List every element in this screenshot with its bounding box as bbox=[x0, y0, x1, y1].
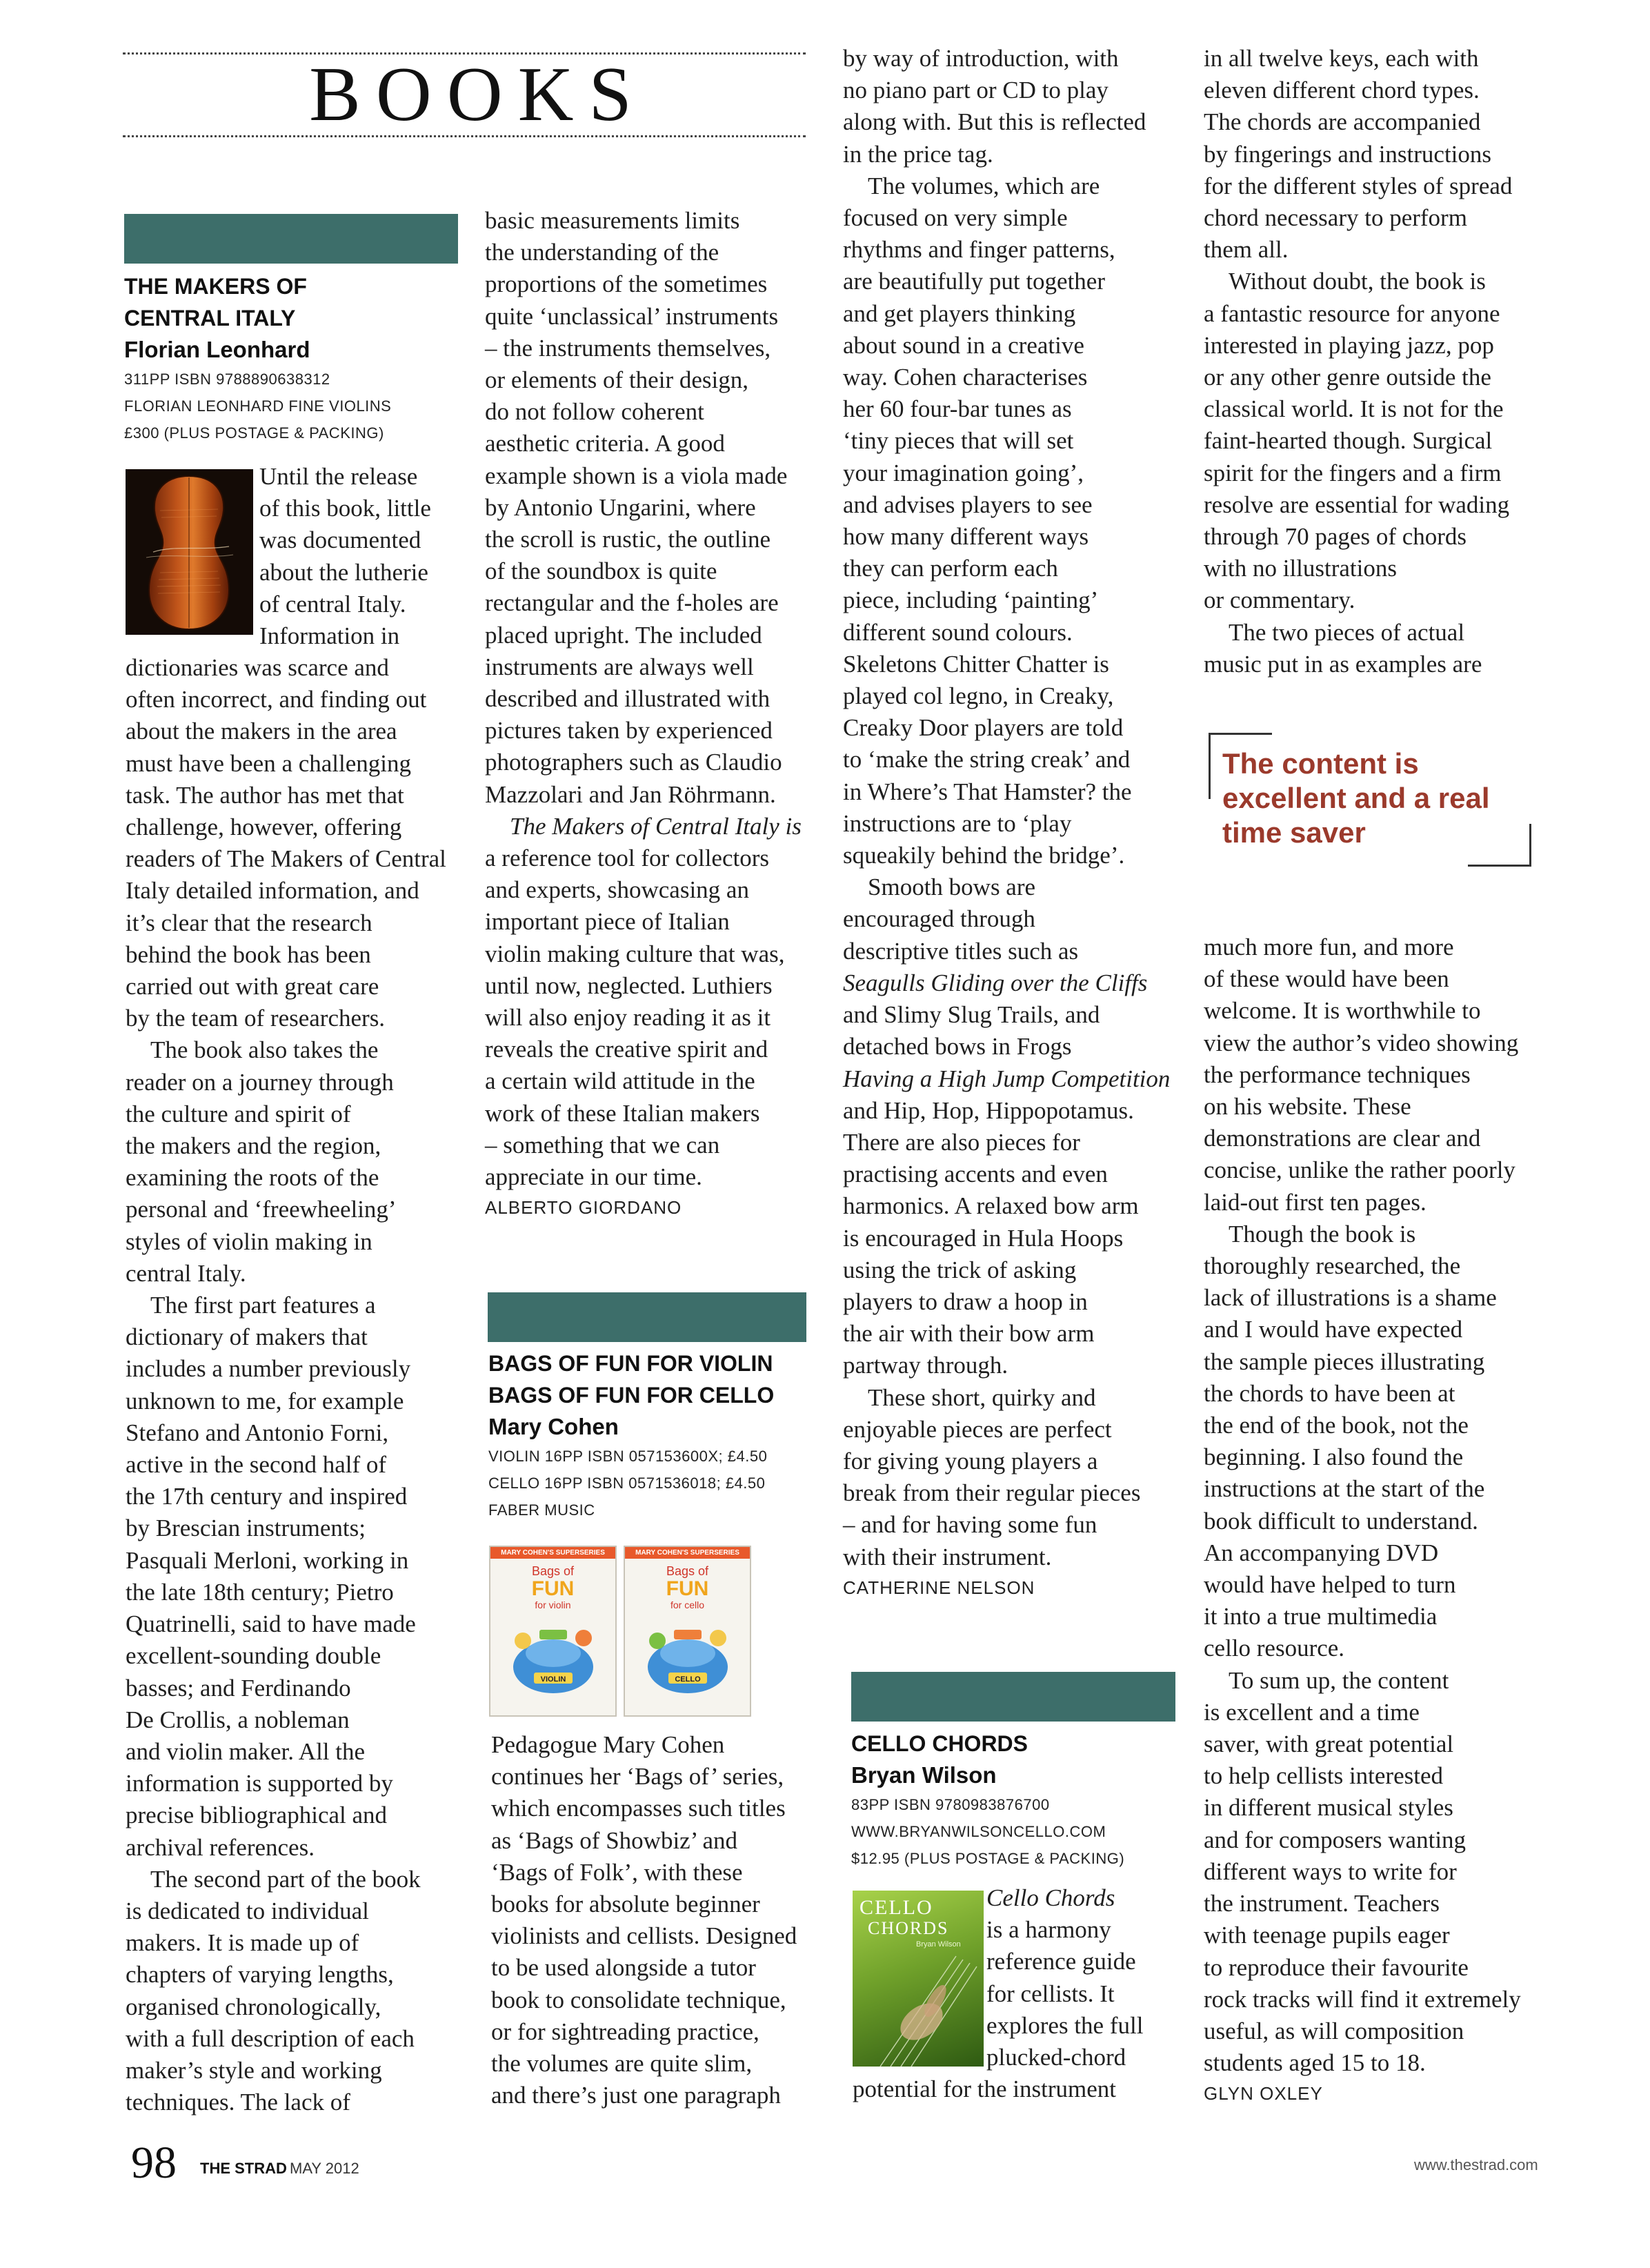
text-line: Quatrinelli, said to have made bbox=[126, 1610, 416, 1638]
column-3-body bbox=[843, 43, 1188, 1599]
text-line: which encompasses such titles bbox=[491, 1795, 786, 1822]
text-line: and get players thinking bbox=[843, 299, 1076, 327]
text-line: is excellent and a time bbox=[1204, 1698, 1420, 1726]
text-line: with their instrument. bbox=[843, 1543, 1052, 1570]
text-line: readers of The Makers of Central bbox=[126, 845, 446, 873]
text-line: reveals the creative spirit and bbox=[485, 1036, 768, 1063]
text-line: – and for having some fun bbox=[843, 1511, 1097, 1539]
book-meta: $12.95 (PLUS POSTAGE & PACKING) bbox=[851, 1850, 1125, 1867]
text-line: the culture and spirit of bbox=[126, 1100, 351, 1127]
text-line: Information in bbox=[259, 622, 400, 650]
text-line: – the instruments themselves, bbox=[485, 334, 771, 362]
text-line: and violin maker. All the bbox=[126, 1737, 366, 1765]
cover-title: CELLO bbox=[859, 1896, 933, 1919]
text-line: about the lutherie bbox=[259, 558, 428, 586]
book-title: BAGS OF FUN FOR VIOLIN bbox=[488, 1351, 773, 1376]
text-line: excellent-sounding double bbox=[126, 1642, 381, 1670]
text-line: by way of introduction, with bbox=[843, 45, 1119, 72]
text-line: laid-out first ten pages. bbox=[1204, 1188, 1427, 1216]
text-line: techniques. The lack of bbox=[126, 2089, 350, 2116]
text-line: task. The author has met that bbox=[126, 781, 404, 809]
text-line: instruments are always well bbox=[485, 653, 754, 680]
text-line: students aged 15 to 18. bbox=[1204, 2049, 1426, 2077]
text-line: often incorrect, and finding out bbox=[126, 686, 427, 713]
text-line: ‘tiny pieces that will set bbox=[843, 427, 1074, 455]
text-line: central Italy. bbox=[126, 1259, 246, 1287]
cover-fun: FUN bbox=[531, 1577, 575, 1600]
text-line: quite ‘unclassical’ instruments bbox=[485, 302, 779, 330]
text-line: chapters of varying lengths, bbox=[126, 1961, 394, 1989]
text-line: to be used alongside a tutor bbox=[491, 1954, 756, 1982]
footer-url[interactable]: www.thestrad.com bbox=[1414, 2156, 1538, 2173]
text-line: challenge, however, offering bbox=[126, 813, 402, 841]
text-line: the performance techniques bbox=[1204, 1061, 1471, 1088]
text-line: eleven different chord types. bbox=[1204, 77, 1480, 104]
footer-issue: MAY 2012 bbox=[290, 2160, 359, 2177]
text-line: instructions are to ‘play bbox=[843, 809, 1072, 837]
book-title: CENTRAL ITALY bbox=[124, 306, 296, 331]
book-meta: 311PP ISBN 9788890638312 bbox=[124, 371, 330, 388]
text-line: and I would have expected bbox=[1204, 1316, 1463, 1343]
text-line: unknown to me, for example bbox=[126, 1387, 404, 1414]
text-line: The second part of the book bbox=[150, 1865, 421, 1893]
text-line: important piece of Italian bbox=[485, 908, 730, 936]
text-line: the late 18th century; Pietro bbox=[126, 1578, 394, 1606]
text-line: to ‘make the string creak’ and bbox=[843, 746, 1131, 773]
quote-line: The content is bbox=[1222, 747, 1419, 780]
page-number: 98 bbox=[131, 2138, 177, 2188]
text-line: Stefano and Antonio Forni, bbox=[126, 1419, 389, 1446]
text-line: ‘Bags of Folk’, with these bbox=[491, 1858, 743, 1886]
pull-quote bbox=[1209, 733, 1531, 850]
text-line: active in the second half of bbox=[126, 1451, 387, 1479]
text-line: spirit for the fingers and a firm bbox=[1204, 459, 1502, 486]
text-line: different sound colours. bbox=[843, 618, 1073, 646]
text-line: with teenage pupils eager bbox=[1204, 1922, 1450, 1949]
text-line: Skeletons Chitter Chatter is bbox=[843, 650, 1109, 678]
text-line: the air with their bow arm bbox=[843, 1320, 1095, 1348]
text-line: no piano part or CD to play bbox=[843, 77, 1109, 104]
text-line: they can perform each bbox=[843, 555, 1058, 582]
book-meta: 83PP ISBN 9780983876700 bbox=[851, 1796, 1050, 1813]
text-line: squeakily behind the bridge’. bbox=[843, 842, 1125, 869]
text-line: about the makers in the area bbox=[126, 718, 397, 745]
text-line: practising accents and even bbox=[843, 1161, 1108, 1188]
review-header-bar bbox=[488, 1292, 806, 1342]
text-line: detached bows in Frogs bbox=[843, 1033, 1072, 1061]
text-line: and advises players to see bbox=[843, 491, 1093, 518]
text-line: beginning. I also found the bbox=[1204, 1443, 1464, 1471]
review-header-bar bbox=[851, 1672, 1175, 1722]
text-line: appreciate in our time. bbox=[485, 1163, 702, 1191]
text-line: potential for the instrument bbox=[853, 2075, 1116, 2102]
text-line: The two pieces of actual bbox=[1229, 618, 1465, 646]
text-line: lack of illustrations is a shame bbox=[1204, 1284, 1497, 1312]
text-line: in different musical styles bbox=[1204, 1794, 1453, 1822]
text-line: classical world. It is not for the bbox=[1204, 395, 1504, 423]
text-line: descriptive titles such as bbox=[843, 937, 1079, 965]
book-meta: £300 (PLUS POSTAGE & PACKING) bbox=[124, 424, 384, 442]
text-line: concise, unlike the rather poorly bbox=[1204, 1156, 1515, 1184]
column-2-body-b bbox=[491, 1729, 829, 2111]
text-line: of this book, little bbox=[259, 495, 431, 522]
book-meta: FLORIAN LEONHARD FINE VIOLINS bbox=[124, 397, 392, 415]
book-cover-image bbox=[126, 469, 253, 635]
text-line: enjoyable pieces are perfect bbox=[843, 1415, 1112, 1443]
text-line: – something that we can bbox=[485, 1131, 720, 1158]
text-line: until now, neglected. Luthiers bbox=[485, 972, 773, 999]
text-line: using the trick of asking bbox=[843, 1256, 1077, 1283]
text-line: Until the release bbox=[259, 463, 418, 490]
cover-badge: VIOLIN bbox=[540, 1675, 566, 1684]
text-line: and for composers wanting bbox=[1204, 1826, 1467, 1853]
cartoon-bag-icon bbox=[498, 1613, 608, 1696]
text-line: to reproduce their favourite bbox=[1204, 1953, 1469, 1981]
text-line: by Brescian instruments; bbox=[126, 1515, 366, 1542]
reviewer-name: ALBERTO GIORDANO bbox=[485, 1197, 682, 1219]
text-line: reference guide bbox=[986, 1948, 1136, 1975]
text-line: must have been a challenging bbox=[126, 749, 412, 777]
text-line: is encouraged in Hula Hoops bbox=[843, 1224, 1124, 1252]
text-line: described and illustrated with bbox=[485, 685, 771, 713]
text-line: played col legno, in Creaky, bbox=[843, 682, 1114, 710]
text-line: or any other genre outside the bbox=[1204, 364, 1491, 391]
text-line: Italy detailed information, and bbox=[126, 877, 419, 905]
text-line: a certain wild attitude in the bbox=[485, 1067, 755, 1095]
text-line: and experts, showcasing an bbox=[485, 876, 749, 904]
text-line: The book also takes the bbox=[150, 1036, 379, 1064]
text-line: is dedicated to individual bbox=[126, 1897, 369, 1924]
text-line: cello resource. bbox=[1204, 1635, 1345, 1662]
text-line: placed upright. The included bbox=[485, 621, 762, 649]
text-line: book difficult to understand. bbox=[1204, 1507, 1478, 1535]
text-line: them all. bbox=[1204, 236, 1289, 264]
text-line: and there’s just one paragraph bbox=[491, 2082, 781, 2109]
book-cover-cello bbox=[624, 1546, 751, 1717]
text-line: and Slimy Slug Trails, and bbox=[843, 1001, 1100, 1029]
text-line: in all twelve keys, each with bbox=[1204, 45, 1479, 72]
text-line: a reference tool for collectors bbox=[485, 845, 769, 872]
book-title: CELLO CHORDS bbox=[851, 1731, 1028, 1756]
text-line: makers. It is made up of bbox=[126, 1929, 359, 1957]
text-line: Cello Chords bbox=[986, 1884, 1115, 1911]
text-line: the end of the book, not the bbox=[1204, 1412, 1469, 1439]
text-line: basic measurements limits bbox=[485, 207, 740, 234]
text-line: proportions of the sometimes bbox=[485, 270, 768, 298]
text-line: rhythms and finger patterns, bbox=[843, 236, 1115, 264]
text-line: players to draw a hoop in bbox=[843, 1288, 1088, 1315]
hand-on-strings-icon bbox=[853, 1891, 984, 2067]
text-line: Creaky Door players are told bbox=[843, 714, 1124, 742]
text-line: way. Cohen characterises bbox=[843, 364, 1088, 391]
book-meta: FABER MUSIC bbox=[488, 1501, 595, 1519]
text-line: aesthetic criteria. A good bbox=[485, 430, 725, 457]
text-line: includes a number previously bbox=[126, 1355, 411, 1383]
wrapped-text bbox=[259, 461, 466, 652]
text-line: These short, quirky and bbox=[868, 1383, 1096, 1411]
text-line: demonstrations are clear and bbox=[1204, 1125, 1481, 1152]
book-meta: WWW.BRYANWILSONCELLO.COM bbox=[851, 1823, 1106, 1840]
text-line: by fingerings and instructions bbox=[1204, 140, 1492, 168]
book-meta: CELLO 16PP ISBN 0571536018; £4.50 bbox=[488, 1475, 766, 1492]
text-line: There are also pieces for bbox=[843, 1128, 1080, 1156]
book-cover-violin bbox=[489, 1546, 617, 1717]
text-line: is a harmony bbox=[986, 1916, 1111, 1944]
column-2-body bbox=[485, 205, 823, 1219]
text-line: the sample pieces illustrating bbox=[1204, 1348, 1485, 1375]
text-line: violinists and cellists. Designed bbox=[491, 1922, 797, 1950]
text-line: The volumes, which are bbox=[868, 172, 1100, 199]
text-line: through 70 pages of chords bbox=[1204, 523, 1467, 551]
quote-corner-bottom-right bbox=[1468, 824, 1531, 867]
text-line: and Hip, Hop, Hippopotamus. bbox=[843, 1096, 1134, 1124]
text-line: photographers such as Claudio bbox=[485, 749, 782, 776]
text-line: how many different ways bbox=[843, 523, 1089, 551]
text-line: along with. But this is reflected bbox=[843, 108, 1146, 136]
text-line: Pasquali Merloni, working in bbox=[126, 1546, 409, 1574]
quote-line: excellent and a real bbox=[1222, 782, 1490, 814]
text-line: Though the book is bbox=[1229, 1220, 1416, 1248]
text-line: behind the book has been bbox=[126, 940, 371, 968]
text-line: work of these Italian makers bbox=[485, 1099, 760, 1127]
text-line: precise bibliographical and bbox=[126, 1802, 388, 1829]
quote-corner-top-left bbox=[1209, 733, 1272, 799]
text-line: music put in as examples are bbox=[1204, 650, 1482, 678]
text-line: the volumes are quite slim, bbox=[491, 2050, 753, 2078]
text-line: her 60 four-bar tunes as bbox=[843, 395, 1072, 423]
text-line: are beautifully put together bbox=[843, 268, 1105, 295]
review-heading bbox=[851, 1728, 1182, 1872]
text-line: books for absolute beginner bbox=[491, 1891, 760, 1918]
text-line: or for sightreading practice, bbox=[491, 2018, 759, 2045]
text-line: The first part features a bbox=[150, 1292, 376, 1319]
text-line: The Makers of Central Italy is bbox=[510, 812, 802, 840]
text-line: by the team of researchers. bbox=[126, 1005, 386, 1032]
text-line: partway through. bbox=[843, 1352, 1008, 1379]
text-line: with no illustrations bbox=[1204, 555, 1397, 582]
footer-magazine: THE STRAD bbox=[200, 2160, 287, 2177]
text-line: rock tracks will find it extremely bbox=[1204, 1985, 1521, 2013]
text-line: would have helped to turn bbox=[1204, 1571, 1456, 1599]
text-line: dictionary of makers that bbox=[126, 1323, 368, 1351]
column-1-body bbox=[126, 652, 470, 2118]
text-line: or elements of their design, bbox=[485, 366, 748, 394]
text-line: will also enjoy reading it as it bbox=[485, 1004, 771, 1032]
reviewer-name: GLYN OXLEY bbox=[1204, 2083, 1323, 2104]
text-line: The chords are accompanied bbox=[1204, 108, 1481, 136]
text-line: in the price tag. bbox=[843, 140, 993, 168]
text-line: useful, as will composition bbox=[1204, 2017, 1464, 2044]
title-rule-bottom bbox=[123, 135, 806, 137]
text-line: piece, including ‘painting’ bbox=[843, 586, 1099, 614]
cover-series: MARY COHEN'S SUPERSERIES bbox=[625, 1547, 750, 1559]
text-line: resolve are essential for wading bbox=[1204, 491, 1510, 518]
text-line: maker’s style and working bbox=[126, 2056, 382, 2084]
text-line: To sum up, the content bbox=[1229, 1666, 1449, 1694]
text-line: carried out with great care bbox=[126, 973, 379, 1000]
text-line: with a full description of each bbox=[126, 2024, 415, 2052]
text-line: violin making culture that was, bbox=[485, 940, 785, 967]
text-line: chord necessary to perform bbox=[1204, 204, 1467, 232]
text-line: a fantastic resource for anyone bbox=[1204, 299, 1500, 327]
text-line: on his website. These bbox=[1204, 1093, 1411, 1121]
cover-author: Bryan Wilson bbox=[916, 1940, 961, 1949]
text-line: dictionaries was scarce and bbox=[126, 654, 389, 681]
text-line: Pedagogue Mary Cohen bbox=[491, 1731, 725, 1758]
text-line: of these would have been bbox=[1204, 965, 1449, 993]
text-line: personal and ‘freewheeling’ bbox=[126, 1196, 397, 1223]
book-title: BAGS OF FUN FOR CELLO bbox=[488, 1383, 775, 1408]
review-heading bbox=[124, 270, 469, 446]
cover-line: Bags of bbox=[666, 1564, 709, 1578]
text-line: of central Italy. bbox=[259, 590, 406, 618]
text-line: break from their regular pieces bbox=[843, 1479, 1141, 1507]
text-line: the makers and the region, bbox=[126, 1132, 381, 1160]
cartoon-bag-icon bbox=[633, 1613, 743, 1696]
text-line: to help cellists interested bbox=[1204, 1762, 1443, 1790]
text-line: reader on a journey through bbox=[126, 1068, 394, 1096]
violin-back-icon bbox=[126, 469, 253, 635]
text-line: welcome. It is worthwhile to bbox=[1204, 997, 1481, 1025]
text-line: continues her ‘Bags of’ series, bbox=[491, 1763, 784, 1791]
book-author: Bryan Wilson bbox=[851, 1762, 997, 1788]
text-line: interested in playing jazz, pop bbox=[1204, 331, 1494, 359]
text-line: as ‘Bags of Showbiz’ and bbox=[491, 1826, 738, 1854]
text-line: Smooth bows are bbox=[868, 874, 1036, 901]
text-line: An accompanying DVD bbox=[1204, 1539, 1439, 1566]
text-line: rectangular and the f-holes are bbox=[485, 589, 779, 617]
text-line: styles of violin making in bbox=[126, 1227, 372, 1255]
cover-badge: CELLO bbox=[674, 1675, 701, 1684]
text-line: information is supported by bbox=[126, 1770, 393, 1797]
cover-series: MARY COHEN'S SUPERSERIES bbox=[490, 1547, 615, 1559]
review-heading bbox=[488, 1348, 819, 1523]
text-line: it’s clear that the research bbox=[126, 909, 372, 936]
text-line: Mazzolari and Jan Röhrmann. bbox=[485, 780, 776, 808]
cover-line: for cello bbox=[670, 1599, 705, 1610]
text-line: the 17th century and inspired bbox=[126, 1483, 408, 1510]
text-line: thoroughly researched, the bbox=[1204, 1252, 1461, 1280]
book-author: Mary Cohen bbox=[488, 1414, 619, 1439]
text-line: your imagination going’, bbox=[843, 459, 1084, 486]
text-line: Without doubt, the book is bbox=[1229, 268, 1486, 295]
cover-line: Bags of bbox=[531, 1564, 575, 1578]
text-line: for giving young players a bbox=[843, 1447, 1098, 1475]
text-line: of the soundbox is quite bbox=[485, 558, 717, 585]
text-line: the chords to have been at bbox=[1204, 1379, 1455, 1407]
reviewer-name: CATHERINE NELSON bbox=[843, 1577, 1035, 1598]
quote-line: time saver bbox=[1222, 816, 1366, 849]
book-author: Florian Leonhard bbox=[124, 337, 310, 362]
text-line: view the author’s video showing bbox=[1204, 1029, 1519, 1056]
text-line: in Where’s That Hamster? the bbox=[843, 778, 1132, 805]
text-line: the scroll is rustic, the outline bbox=[485, 526, 771, 553]
text-line: was documented bbox=[259, 526, 421, 554]
text-line: plucked-chord bbox=[986, 2044, 1126, 2071]
text-line: Seagulls Gliding over the Cliffs bbox=[843, 969, 1148, 996]
text-line: for the different styles of spread bbox=[1204, 172, 1513, 199]
cover-title: CHORDS bbox=[868, 1918, 949, 1938]
book-meta: VIOLIN 16PP ISBN 057153600X; £4.50 bbox=[488, 1448, 768, 1465]
text-line: about sound in a creative bbox=[843, 331, 1084, 359]
text-line: basses; and Ferdinando bbox=[126, 1674, 351, 1702]
text-line: book to consolidate technique, bbox=[491, 1986, 786, 2013]
text-line: faint-hearted though. Surgical bbox=[1204, 427, 1493, 455]
text-line: organised chronologically, bbox=[126, 1993, 381, 2020]
text-line: De Crollis, a nobleman bbox=[126, 1706, 350, 1733]
text-line: it into a true multimedia bbox=[1204, 1603, 1438, 1630]
wrapped-text bbox=[986, 1882, 1193, 2073]
text-line: different ways to write for bbox=[1204, 1857, 1457, 1885]
text-line: example shown is a viola made bbox=[485, 462, 788, 489]
text-line: harmonics. A relaxed bow arm bbox=[843, 1192, 1139, 1220]
text-line: the understanding of the bbox=[485, 239, 719, 266]
text-line: encouraged through bbox=[843, 905, 1035, 933]
text-line: the instrument. Teachers bbox=[1204, 1890, 1440, 1917]
book-cover-cello-chords bbox=[853, 1891, 984, 2067]
section-title: BOOKS bbox=[309, 52, 647, 137]
text-line: archival references. bbox=[126, 1833, 315, 1861]
text-line: or commentary. bbox=[1204, 586, 1355, 614]
text-line: explores the full bbox=[986, 2011, 1144, 2039]
cover-fun: FUN bbox=[666, 1577, 709, 1600]
cover-line: for violin bbox=[535, 1599, 571, 1610]
text-line: much more fun, and more bbox=[1204, 934, 1454, 960]
text-line: by Antonio Ungarini, where bbox=[485, 493, 756, 521]
text-line: examining the roots of the bbox=[126, 1164, 379, 1192]
text-line: for cellists. It bbox=[986, 1980, 1115, 2007]
review-header-bar bbox=[124, 214, 458, 264]
text-line: Having a High Jump Competition bbox=[843, 1065, 1171, 1092]
text-line: focused on very simple bbox=[843, 204, 1068, 232]
text-line: instructions at the start of the bbox=[1204, 1475, 1485, 1503]
text-line: saver, with great potential bbox=[1204, 1730, 1454, 1758]
book-title: THE MAKERS OF bbox=[124, 274, 307, 299]
column-4-body bbox=[1204, 43, 1555, 680]
text-line: pictures taken by experienced bbox=[485, 717, 773, 745]
column-4-body-b bbox=[1204, 931, 1555, 2104]
text-line: do not follow coherent bbox=[485, 398, 704, 426]
